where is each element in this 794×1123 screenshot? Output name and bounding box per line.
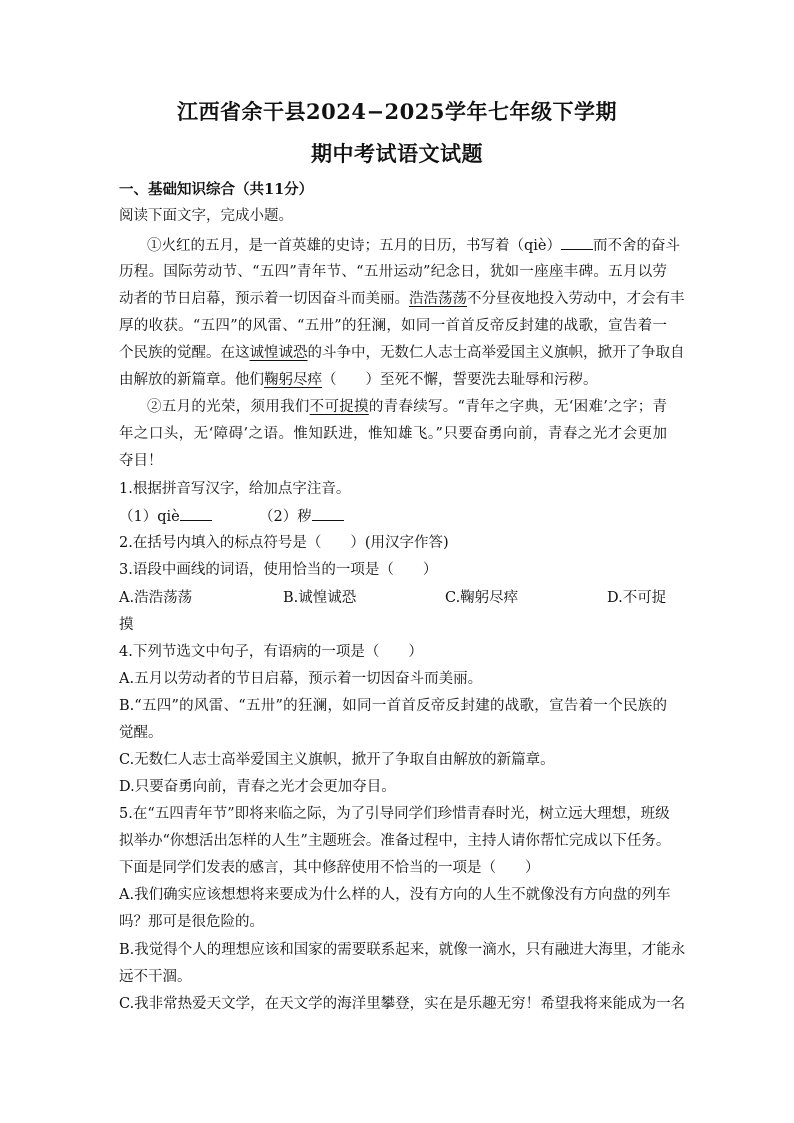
underlined-word: 浩浩荡荡 [409,291,467,307]
question-5-option-c: C.我非常热爱天文学，在天文学的海洋里攀登，实在是乐趣无穷！希望我将来能成为一名 [119,996,686,1012]
question-3-option-d: D.不可捉 [607,590,667,606]
underlined-word: 不可捉摸 [309,399,369,415]
passage-line: ②五月的光荣，须用我们不可捉摸的青春续写。“青年之字典，无‘困难’之字；青 [147,399,668,415]
question-2: 2.在括号内填入的标点符号是（ ）(用汉字作答) [119,535,449,551]
question-4-option-c: C.无数仁人志士高举爱国主义旗帜，掀开了争取自由解放的新篇章。 [119,752,555,768]
underlined-word: 诚惶诚恐 [249,345,308,361]
question-5-option-b-wrap: 远不干涸。 [119,969,192,985]
question-4-option-d: D.只要奋勇向前，青春之光才会更加夺目。 [119,779,396,795]
question-4: 4.下列节选文中句子，有语病的一项是（ ） [119,644,423,660]
answer-blank [312,506,344,521]
exam-title-line1: 江西省余干县2024−2025学年七年级下学期 [177,99,617,124]
question-5: 拟举办“你想活出怎样的人生”主题班会。准备过程中，主持人请你帮忙完成以下任务。 [119,833,671,849]
question-3-option-c: C.鞠躬尽瘁 [445,590,519,606]
passage-line: ①火红的五月，是一首英雄的史诗；五月的日历，书写着（qiè） 而不舍的奋斗 [147,235,667,256]
exam-title-line2: 期中考试语文试题 [311,141,483,166]
question-5: 5.在“五四青年节”即将来临之际，为了引导同学们珍惜青春时光，树立远大理想，班级 [119,806,670,822]
question-4-option-a: A.五月以劳动者的节日启幕，预示着一切因奋斗而美丽。 [119,671,483,687]
passage-line: 夺目！ [119,453,163,469]
question-3-option-a: A.浩浩荡荡 [119,590,193,606]
question-3: 3.语段中画线的词语，使用恰当的一项是（ ） [119,562,438,578]
question-1: 1.根据拼音写汉字，给加点字注音。 [119,481,351,497]
passage-line: 厚的收获。“五四”的风雷、“五卅”的狂澜，如同一首首反帝反封建的战歌，宣告着一 [119,318,667,334]
question-1-part-b: （2）秽 [259,506,344,527]
passage-line: 年之口头，无‘障碍’之语。惟知跃进，惟知雄飞。”只要奋勇向前，青春之光才会更加 [119,426,667,442]
question-4-option-b-wrap: 觉醒。 [119,725,163,741]
passage-line: 动者的节日启幕，预示着一切因奋斗而美丽。浩浩荡荡不分昼夜地投入劳动中，才会有丰 [119,291,685,307]
answer-blank [561,235,593,250]
question-3-option-b: B.诚惶诚恐 [283,590,357,606]
question-5: 下面是同学们发表的感言，其中修辞使用不恰当的一项是（ ） [119,860,540,876]
passage-line: 历程。国际劳动节、“五四”青年节、“五卅运动”纪念日，犹如一座座丰碑。五月以劳 [119,264,667,280]
passage-line: 个民族的觉醒。在这诚惶诚恐的斗争中，无数仁人志士高举爱国主义旗帜，掀开了争取自 [119,345,685,361]
question-5-option-b: B.我觉得个人的理想应该和国家的需要联系起来，就像一滴水，只有融进大海里，才能永 [119,942,686,958]
question-5-option-a: A.我们确实应该想想将来要成为什么样的人，没有方向的人生不就像没有方向盘的列车 [119,887,671,903]
question-1-part-a: （1）qiè [119,506,212,527]
passage-line: 由解放的新篇章。他们鞠躬尽瘁（ ）至死不懈，誓要洗去耻辱和污秽。 [119,372,598,388]
answer-blank [180,506,212,521]
section-heading: 一、基础知识综合（共11分） [119,181,314,198]
section-intro: 阅读下面文字，完成小题。 [119,208,293,224]
question-3-option-d-wrap: 摸 [119,617,134,633]
underlined-word: 鞠躬尽瘁 [264,372,322,388]
question-5-option-a-wrap: 吗？那可是很危险的。 [119,914,264,930]
question-4-option-b: B.“五四”的风雷、“五卅”的狂澜，如同一首首反帝反封建的战歌，宣告着一个民族的 [119,698,667,714]
